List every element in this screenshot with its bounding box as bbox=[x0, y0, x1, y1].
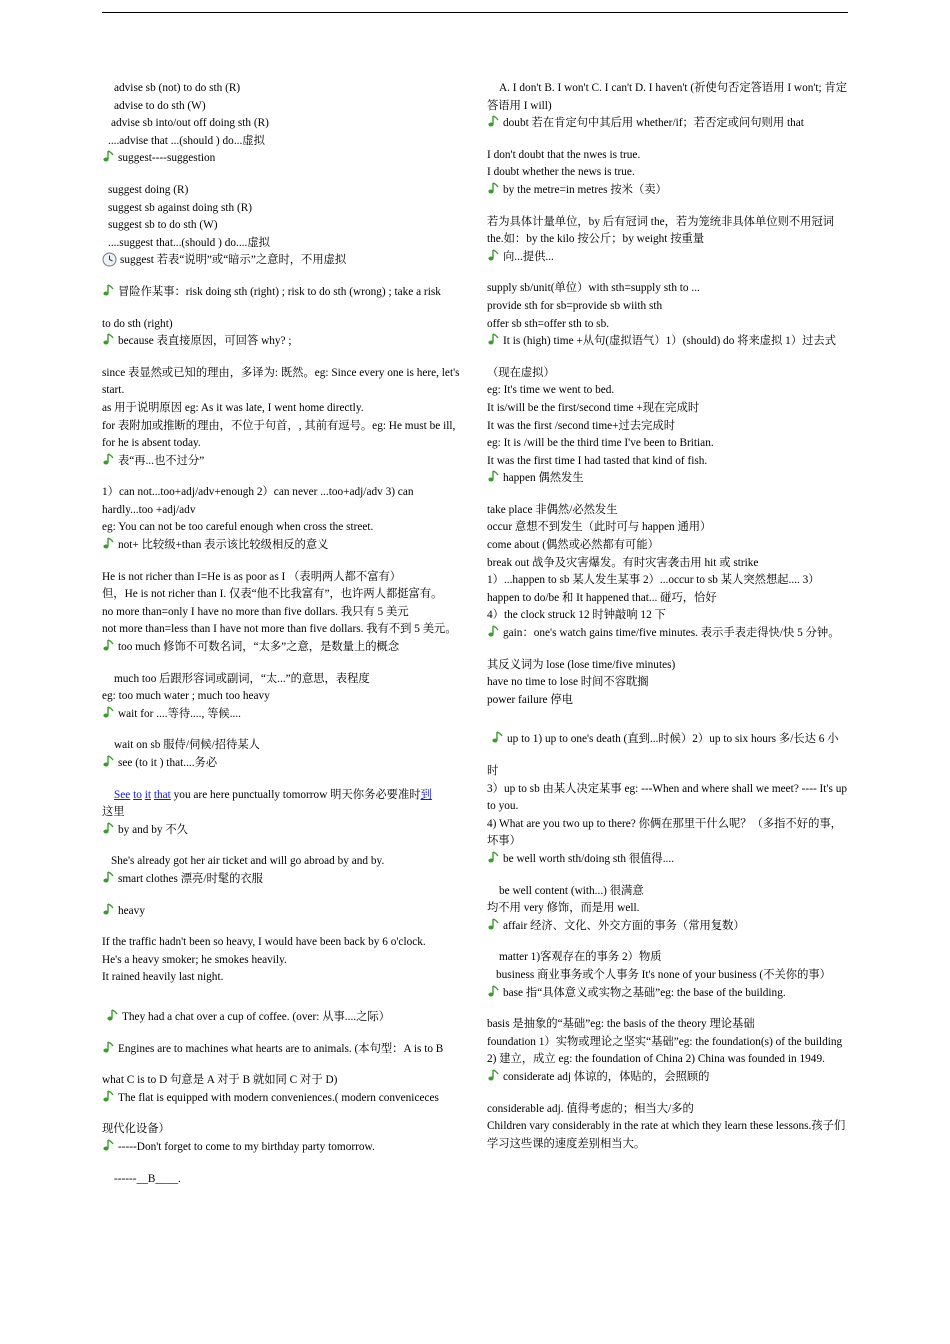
text-line: power failure 停电 bbox=[487, 693, 573, 706]
music-note-icon bbox=[102, 755, 116, 769]
note-item bbox=[487, 115, 849, 133]
music-note-icon bbox=[487, 918, 501, 932]
music-note-icon bbox=[102, 822, 116, 836]
it-link[interactable]: it bbox=[144, 788, 152, 801]
music-note-icon bbox=[487, 249, 501, 263]
text-line: much too 后跟形容词或副词，“太...”的意思，表程度 bbox=[114, 672, 370, 685]
note-title: by the metre=in metres 按米（卖） bbox=[503, 183, 667, 196]
note-title: -----Don't forget to come to my birthday party tomorrow. bbox=[118, 1140, 375, 1153]
text-line: supply sb/unit(单位）with sth=supply sth to ... bbox=[487, 282, 700, 295]
note-item bbox=[102, 333, 464, 351]
text-line: break out 战争及灾害爆发。有时灾害袭击用 hit 或 strike bbox=[487, 556, 759, 569]
music-note-icon bbox=[102, 333, 116, 347]
note-title: by and by 不久 bbox=[118, 823, 188, 836]
text-line: It is/will be the first/second time +现在完成时 bbox=[487, 401, 700, 414]
text-line: to do sth (right) bbox=[102, 317, 173, 330]
text-line: for 表附加或推断的理由，不位于句首，, 其前有逗号。eg: He must be ill, for he is absent today. bbox=[102, 419, 456, 450]
to-link[interactable]: to bbox=[133, 788, 142, 801]
note-item bbox=[487, 731, 849, 749]
note-item bbox=[102, 903, 464, 921]
text-line: 3）up to sb 由某人决定某事 eg: ---When and where shall we meet? ---- It's up to you. bbox=[487, 782, 847, 813]
text-line: It rained heavily last night. bbox=[102, 971, 224, 984]
text-line: 4) What are you two up to there? 你俩在那里干什么呢？（多指不好的事，坏事） bbox=[487, 817, 842, 848]
text-line: 1）...happen to sb 某人发生某事 2）...occur to sb 某人突然想起.... 3）happen to do/be 和 It happened that... 碰巧，恰好 bbox=[487, 574, 820, 604]
note-title: see (to it ) that....务必 bbox=[118, 757, 218, 769]
text-line: It was the first /second time+过去完成时 bbox=[487, 419, 676, 432]
note-title: considerate adj 体谅的，体贴的，会照顾的 bbox=[503, 1070, 710, 1083]
note-item bbox=[102, 639, 464, 657]
text-line: eg: You can not be too careful enough when cross the street. bbox=[102, 521, 374, 534]
note-title: The flat is equipped with modern conveniences.( modern conveniceces bbox=[118, 1091, 439, 1104]
note-item bbox=[102, 706, 464, 724]
note-item bbox=[487, 249, 849, 267]
note-title: happen 偶然发生 bbox=[503, 472, 584, 485]
text-line: 均不用 very 修饰，而是用 well. bbox=[487, 902, 640, 915]
note-item bbox=[487, 625, 849, 643]
note-item bbox=[102, 871, 464, 889]
text-line: basis 是抽象的“基础”eg: the basis of the theory 理论基础 bbox=[487, 1018, 755, 1031]
note-title: wait for ....等待...., 等候.... bbox=[118, 707, 241, 720]
text-line: be well content (with...) 很满意 bbox=[499, 884, 644, 897]
text-line: 其反义词为 lose (lose time/five minutes) bbox=[487, 658, 676, 671]
text-line: 这里 bbox=[102, 806, 125, 819]
note-item bbox=[102, 822, 464, 840]
text-line: 但，He is not richer than I. 仅表“他不比我富有”，也许两人都挺富有。 bbox=[102, 588, 443, 601]
note-title: too much 修饰不可数名词，“太多”之意，是数量上的概念 bbox=[118, 641, 400, 654]
text-line: 若为具体计量单位，by 后有冠词 the，若为笼统非具体单位则不用冠词 the.如：by the kilo 按公斤；by weight 按重量 bbox=[487, 215, 835, 246]
note-item bbox=[102, 1090, 464, 1108]
music-note-icon bbox=[487, 1069, 501, 1083]
text-line: eg: It is /will be the third time I've been to Britian. bbox=[487, 437, 714, 450]
text-line: what C is to D 句意是 A 对于 B 就如同 C 对于 D) bbox=[102, 1074, 338, 1087]
music-note-icon bbox=[102, 706, 116, 720]
note-item bbox=[487, 333, 849, 351]
text-line: He is not richer than I=He is as poor as I （表明两人都不富有） bbox=[102, 570, 402, 583]
note-title: 表“再...也不过分” bbox=[118, 454, 205, 467]
note-title: suggest----suggestion bbox=[118, 152, 216, 165]
note-item bbox=[487, 470, 849, 488]
note-item bbox=[102, 755, 464, 773]
clock-icon bbox=[102, 252, 118, 268]
music-note-icon bbox=[487, 851, 501, 865]
note-title: doubt 若在肯定句中其后用 whether/if；若否定或问句则用 that bbox=[503, 117, 804, 130]
note-item bbox=[102, 453, 464, 471]
music-note-icon bbox=[102, 903, 116, 917]
text-line: as 用于说明原因 eg: As it was late, I went home directly. bbox=[102, 401, 364, 414]
text-line: 时 bbox=[487, 765, 499, 777]
note-item bbox=[487, 182, 849, 200]
music-note-icon bbox=[487, 182, 501, 196]
text-line: advise to do sth (W) bbox=[114, 99, 206, 112]
text-line: not more than=less than I have not more than five dollars. 我有不到 5 美元。 bbox=[102, 623, 457, 636]
text-line: I don't doubt that the nwes is true. bbox=[487, 148, 641, 161]
note-title: up to 1) up to one's death (直到...时候）2）up to six hours 多/长达 6 小 bbox=[507, 733, 839, 746]
music-note-icon bbox=[487, 115, 501, 129]
music-note-icon bbox=[102, 537, 116, 551]
text-line: have no time to lose 时间不容耽搁 bbox=[487, 676, 649, 689]
text-line: He's a heavy smoker; he smokes heavily. bbox=[102, 953, 287, 966]
text-line: business 商业事务或个人事务 It's none of your business (不关你的事） bbox=[496, 968, 831, 981]
music-note-icon bbox=[102, 284, 116, 298]
note-title: It is (high) time +从句(虚拟语气）1）(should) do 将来虚拟 1）过去式 bbox=[503, 335, 837, 348]
text-line: considerable adj. 值得考虑的；相当大/多的 bbox=[487, 1102, 694, 1115]
note-item bbox=[487, 851, 849, 869]
text-fragment: you are here punctually tomorrow 明天你务必要准时 bbox=[170, 788, 421, 801]
text-line: I doubt whether the news is true. bbox=[487, 166, 635, 179]
text-line: ------__B____. bbox=[114, 1172, 181, 1185]
text-line: advise sb (not) to do sth (R) bbox=[114, 82, 241, 94]
text-line: She's already got her air ticket and will go abroad by and by. bbox=[111, 855, 385, 868]
note-title: gain：one's watch gains time/five minutes. 表示手表走得快/快 5 分钟。 bbox=[503, 627, 840, 640]
text-line: take place 非偶然/必然发生 bbox=[487, 503, 618, 516]
music-note-icon bbox=[102, 1139, 116, 1153]
note-title: They had a chat over a cup of coffee. (over: 从事....之际） bbox=[122, 1010, 390, 1023]
text-line: offer sb sth=offer sth to sb. bbox=[487, 317, 610, 330]
that-link[interactable]: that bbox=[153, 788, 171, 801]
left-column bbox=[102, 80, 464, 1188]
note-title: affair 经济、文化、外交方面的事务（常用复数） bbox=[503, 919, 745, 932]
note-title: base 指“具体意义或实物之基础”eg: the base of the building. bbox=[503, 986, 786, 999]
note-title: not+ 比较级+than 表示该比较级相反的意义 bbox=[118, 539, 329, 552]
text-line: ....advise that ...(should ) do...虚拟 bbox=[108, 134, 265, 147]
text-line: （现在虚拟） bbox=[487, 366, 555, 379]
dao-link[interactable]: 到 bbox=[420, 788, 432, 801]
note-title: Engines are to machines what hearts are to animals. (本句型：A is to B bbox=[118, 1042, 444, 1055]
note-title: because 表直接原因，可回答 why? ; bbox=[118, 335, 292, 348]
text-line: It was the first time I had tasted that kind of fish. bbox=[487, 454, 708, 467]
text-line: 4）the clock struck 12 时钟敲响 12 下 bbox=[487, 609, 666, 622]
music-note-icon bbox=[487, 985, 501, 999]
text-line: A. I don't B. I won't C. I can't D. I haven't (祈使句否定答语用 I won't; 肯定答语用 I will) bbox=[487, 82, 848, 112]
text-line: eg: It's time we went to bed. bbox=[487, 384, 615, 397]
note-item bbox=[487, 985, 849, 1003]
text-line: come about (偶然或必然都有可能） bbox=[487, 539, 659, 552]
text-line: ....suggest that...(should ) do....虚拟 bbox=[108, 236, 270, 249]
music-note-icon bbox=[487, 333, 501, 347]
music-note-icon bbox=[102, 1041, 116, 1055]
note-item bbox=[102, 1009, 464, 1027]
text-line: occur 意想不到发生（此时可与 happen 通用） bbox=[487, 521, 712, 534]
text-line: suggest sb to do sth (W) bbox=[108, 219, 218, 232]
music-note-icon bbox=[487, 470, 501, 484]
note-item bbox=[102, 537, 464, 555]
music-note-icon bbox=[102, 453, 116, 467]
right-column bbox=[487, 80, 849, 1153]
see-link[interactable]: See bbox=[114, 788, 131, 801]
text-line: foundation 1）实物或理论之坚实“基础”eg: the foundation(s) of the building bbox=[487, 1035, 843, 1048]
text-line: advise sb into/out off doing sth (R) bbox=[111, 117, 269, 130]
note-title: suggest 若表“说明”或“暗示”之意时，不用虚拟 bbox=[120, 254, 347, 267]
note-title: be well worth sth/doing sth 很值得.... bbox=[503, 852, 675, 865]
music-note-icon bbox=[102, 871, 116, 885]
text-line: since 表显然或已知的理由，多译为: 既然。eg: Since every one is here, let's start. bbox=[102, 366, 460, 397]
text-line: suggest sb against doing sth (R) bbox=[108, 201, 253, 214]
text-line: eg: too much water ; much too heavy bbox=[102, 690, 270, 703]
music-note-icon bbox=[487, 625, 501, 639]
note-item bbox=[102, 1139, 464, 1157]
text-line: 现代化设备） bbox=[102, 1123, 170, 1136]
text-line: 1）can not...too+adj/adv+enough 2）can never ...too+adj/adv 3) can hardly...too +adj/adv bbox=[102, 486, 414, 516]
text-line: suggest doing (R) bbox=[108, 183, 189, 196]
text-line bbox=[102, 787, 464, 805]
header-rule bbox=[102, 12, 848, 13]
note-item bbox=[487, 1069, 849, 1087]
music-note-icon bbox=[106, 1009, 120, 1023]
note-item bbox=[487, 918, 849, 936]
text-line: provide sth for sb=provide sb wiith sth bbox=[487, 299, 663, 312]
note-item bbox=[102, 252, 464, 270]
music-note-icon bbox=[491, 731, 505, 745]
music-note-icon bbox=[102, 639, 116, 653]
text-line: matter 1)客观存在的事务 2）物质 bbox=[499, 951, 662, 964]
music-note-icon bbox=[102, 150, 116, 164]
note-title: 冒险作某事：risk doing sth (right) ; risk to do sth (wrong) ; take a risk bbox=[118, 285, 441, 298]
text-line: 2) 建立，成立 eg: the foundation of China 2) China was founded in 1949. bbox=[487, 1053, 825, 1066]
note-title: smart clothes 漂亮/时髦的衣服 bbox=[118, 872, 263, 885]
music-note-icon bbox=[102, 1090, 116, 1104]
note-title: heavy bbox=[118, 904, 145, 917]
text-line: wait on sb 服侍/伺候/招待某人 bbox=[114, 739, 260, 752]
text-line: Children vary considerably in the rate at which they learn these lessons.孩子们学习这些课的速度差别相当大。 bbox=[487, 1120, 846, 1150]
note-title: 向...提供... bbox=[503, 250, 554, 263]
note-item bbox=[102, 150, 464, 168]
text-line: no more than=only I have no more than five dollars. 我只有 5 美元 bbox=[102, 605, 409, 618]
note-item bbox=[102, 284, 464, 302]
note-item bbox=[102, 1041, 464, 1059]
text-line: If the traffic hadn't been so heavy, I would have been back by 6 o'clock. bbox=[102, 936, 426, 949]
